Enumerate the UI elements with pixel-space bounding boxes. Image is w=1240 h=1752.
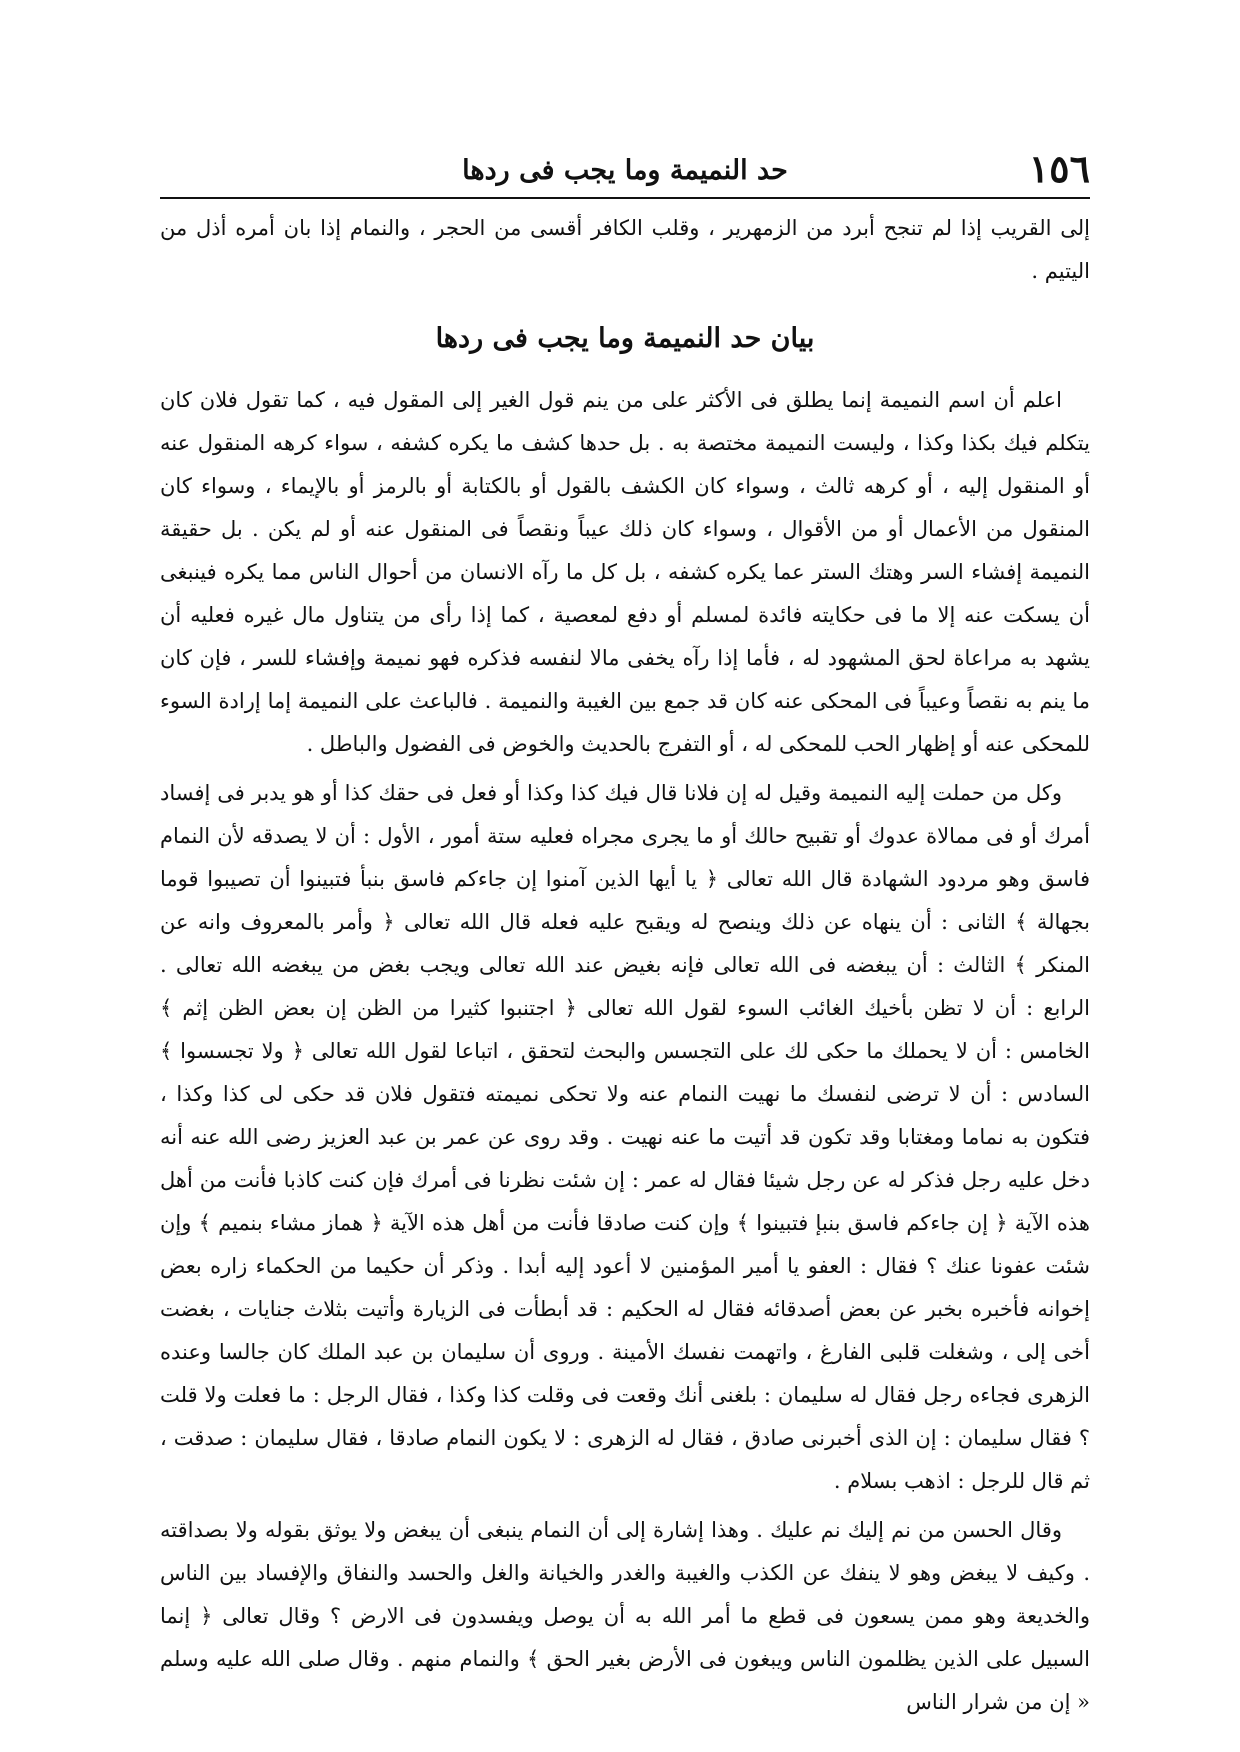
paragraph-definition: اعلم أن اسم النميمة إنما يطلق فى الأكثر على من ينم قول الغير إلى المقول فيه ، كما تقول فلان كان يتكلم فيك بكذا وكذا ، وليست النميمة مختصة به . بل حدها كشف ما يكره كشفه ، سواء كرهه المنقول عنه أو المنقول إليه ، أو كرهه ثالث ، وسواء كان الكشف بالقول أو بالكتابة أو بالرمز أو بالإيماء ، وسواء كان المنقول من الأعمال أو من الأقوال ، وسواء كان ذلك عيباً ونقصاً فى المنقول عنه أو لم يكن . بل حقيقة النميمة إفشاء السر وهتك الستر عما يكره كشفه ، بل كل ما رآه الانسان من أحوال الناس مما يكره فينبغى أن يسكت عنه إلا ما فى حكايته فائدة لمسلم أو دفع لمعصية ، كما إذا رأى من يتناول مال غيره فعليه أن يشهد به مراعاة لحق المشهود له ، فأما إذا رآه يخفى مالا لنفسه فذكره فهو نميمة وإفشاء للسر ، فإن كان ما ينم به نقصاً وعيباً فى المحكى عنه كان قد جمع بين الغيبة والنميمة . فالباعث على النميمة إما إرادة السوء للمحكى عنه أو إظهار الحب للمحكى له ، أو التفرج بالحديث والخوض فى الفضول والباطل .	[160, 388, 1090, 756]
section-heading: بيان حد النميمة وما يجب فى ردها	[435, 323, 815, 354]
page-number: ١٥٦	[1028, 146, 1090, 191]
paragraph-hasan-saying: وقال الحسن من نم إليك نم عليك . وهذا إشارة إلى أن النمام ينبغى أن يبغض ولا يوثق بقوله ولا بصداقته . وكيف لا يبغض وهو لا ينفك عن الكذب والغيبة والغدر والخيانة والغل والحسد والنفاق والإفساد بين الناس والخديعة وهو ممن يسعون فى قطع ما أمر الله به أن يوصل ويفسدون فى الارض ؟ وقال تعالى ﴿ إنما السبيل على الذين يظلمون الناس ويبغون فى الأرض بغير الحق ﴾ والنمام منهم . وقال صلى الله عليه وسلم « إن من شرار الناس	[160, 1518, 1090, 1714]
book-page	[160, 145, 1090, 1724]
running-title: حد النميمة وما يجب فى ردها	[462, 155, 788, 186]
body-text	[160, 207, 1090, 1724]
carry-over-line: إلى القريب إذا لم تنجح أبرد من الزمهرير ، وقلب الكافر أقسى من الحجر ، والنمام إذا بان أمره أذل من اليتيم .	[160, 216, 1090, 283]
paragraph-six-duties: وكل من حملت إليه النميمة وقيل له إن فلانا قال فيك كذا وكذا أو فعل فى حقك كذا أو هو يدبر فى إفساد أمرك أو فى ممالاة عدوك أو تقبيح حالك أو ما يجرى مجراه فعليه ستة أمور ، الأول : أن لا يصدقه لأن النمام فاسق وهو مردود الشهادة قال الله تعالى ﴿ يا أيها الذين آمنوا إن جاءكم فاسق بنبأ فتبينوا أن تصيبوا قوما بجهالة ﴾ الثانى : أن ينهاه عن ذلك وينصح له ويقبح عليه فعله قال الله تعالى ﴿ وأمر بالمعروف وانه عن المنكر ﴾ الثالث : أن يبغضه فى الله تعالى فإنه بغيض عند الله تعالى ويجب بغض من يبغضه الله تعالى . الرابع : أن لا تظن بأخيك الغائب السوء لقول الله تعالى ﴿ اجتنبوا كثيرا من الظن إن بعض الظن إثم ﴾ الخامس : أن لا يحملك ما حكى لك على التجسس والبحث لتحقق ، اتباعا لقول الله تعالى ﴿ ولا تجسسوا ﴾ السادس : أن لا ترضى لنفسك ما نهيت النمام عنه ولا تحكى نميمته فتقول فلان قد حكى لى كذا وكذا ، فتكون به نماما ومغتابا وقد تكون قد أتيت ما عنه نهيت . وقد روى عن عمر بن عبد العزيز رضى الله عنه أنه دخل عليه رجل فذكر له عن رجل شيئا فقال له عمر : إن شئت نظرنا فى أمرك فإن كنت كاذبا فأنت من أهل هذه الآية ﴿ إن جاءكم فاسق بنبإ فتبينوا ﴾ وإن كنت صادقا فأنت من أهل هذه الآية ﴿ هماز مشاء بنميم ﴾ وإن شئت عفونا عنك ؟ فقال : العفو يا أمير المؤمنين لا أعود إليه أبدا . وذكر أن حكيما من الحكماء زاره بعض إخوانه فأخبره بخبر عن بعض أصدقائه فقال له الحكيم : قد أبطأت فى الزيارة وأتيت بثلاث جنايات ، بغضت أخى إلى ، وشغلت قلبى الفارغ ، واتهمت نفسك الأمينة . وروى أن سليمان بن عبد الملك كان جالسا وعنده الزهرى فجاءه رجل فقال له سليمان : بلغنى أنك وقعت فى وقلت كذا وكذا ، فقال الرجل : ما فعلت ولا قلت ؟ فقال سليمان : إن الذى أخبرنى صادق ، فقال له الزهرى : لا يكون النمام صادقا ، فقال سليمان : صدقت ، ثم قال للرجل : اذهب بسلام .	[160, 781, 1090, 1493]
running-header	[160, 145, 1090, 199]
